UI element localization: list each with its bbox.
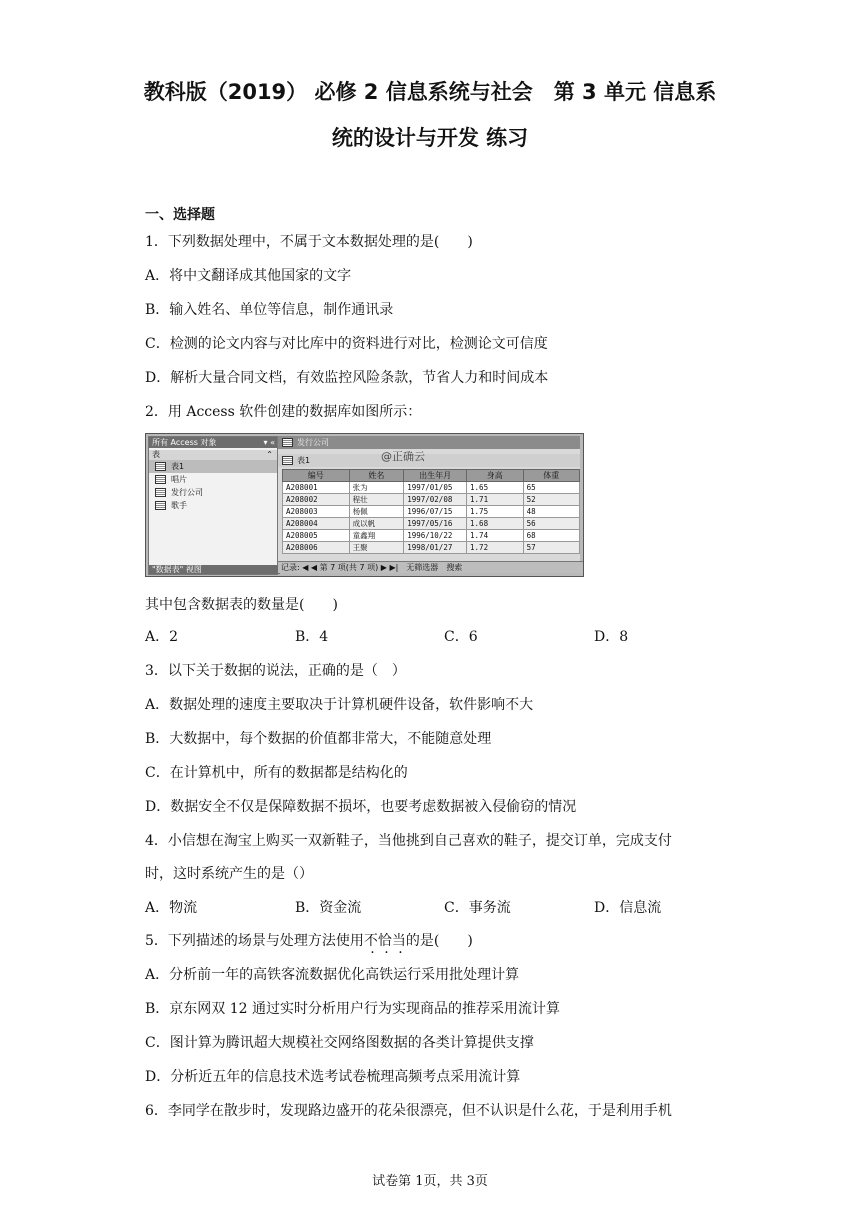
q5-stem: 5．下列描述的场景与处理方法使用不恰当的是( ) bbox=[145, 933, 473, 949]
q5-option-a: A．分析前一年的高铁客流数据优化高铁运行采用批处理计算 bbox=[145, 967, 520, 983]
emphasis-char: 不 bbox=[363, 933, 378, 949]
q4-option-d: D．信息流 bbox=[594, 900, 662, 916]
table-row: A208005 童鑫翔 1996/10/22 1.74 68 bbox=[283, 530, 580, 542]
emphasis-char: 恰 bbox=[377, 933, 392, 949]
q4-stem-line2: 时，这时系统产生的是（） bbox=[145, 866, 313, 882]
nav-title: 所有 Access 对象 bbox=[152, 438, 217, 447]
collapse-icon: ⌃ bbox=[266, 450, 273, 459]
q1-option-a: A．将中文翻译成其他国家的文字 bbox=[145, 268, 352, 284]
q2-option-d: D．8 bbox=[594, 629, 629, 645]
q2-stem: 2．用 Access 软件创建的数据库如图所示： bbox=[145, 404, 422, 420]
table-tab: 表1 bbox=[297, 456, 311, 465]
q3-option-b: B．大数据中，每个数据的价值都非常大，不能随意处理 bbox=[145, 731, 492, 747]
nav-item-records: 唱片 bbox=[149, 473, 277, 486]
q3-option-d: D．数据安全不仅是保障数据不损坏，也要考虑数据被入侵偷窃的情况 bbox=[145, 799, 577, 815]
search-box: 搜索 bbox=[446, 563, 463, 572]
table-window bbox=[278, 436, 580, 573]
record-counter: 记录: ◀ ◀ 第 7 项(共 7 项) ▶ ▶| bbox=[281, 563, 399, 572]
nav-item-publisher: 发行公司 bbox=[149, 486, 277, 499]
column-header: 姓名 bbox=[349, 470, 404, 482]
table-icon bbox=[155, 475, 166, 484]
nav-footer: "数据表" 视图 bbox=[149, 565, 280, 574]
column-header: 出生年月 bbox=[404, 470, 467, 482]
emphasis-char: 当 bbox=[391, 933, 406, 949]
column-header: 身高 bbox=[467, 470, 524, 482]
navigation-pane bbox=[148, 436, 278, 575]
data-grid bbox=[282, 469, 580, 554]
q5-option-d: D．分析近五年的信息技术选考试卷梳理高频考点采用流计算 bbox=[145, 1069, 521, 1085]
q5-option-b: B．京东网双 12 通过实时分析用户行为实现商品的推荐采用流计算 bbox=[145, 1001, 561, 1017]
table-icon bbox=[155, 462, 166, 471]
access-screenshot bbox=[145, 433, 584, 577]
q1-option-c: C．检测的论文内容与对比库中的资料进行对比，检测论文可信度 bbox=[145, 336, 548, 352]
watermark: @正确云 bbox=[381, 450, 425, 463]
table-icon bbox=[282, 456, 293, 465]
q2-option-b: B．4 bbox=[295, 629, 329, 645]
q1-stem: 1．下列数据处理中，不属于文本数据处理的是( ) bbox=[145, 234, 473, 250]
q2-option-c: C．6 bbox=[444, 629, 478, 645]
q3-option-c: C．在计算机中，所有的数据都是结构化的 bbox=[145, 765, 408, 781]
nav-controls-icon: ▾ « bbox=[263, 438, 275, 447]
table-row: A208006 王聚 1998/01/27 1.72 57 bbox=[283, 542, 580, 554]
column-header: 体重 bbox=[523, 470, 579, 482]
table-row: A208002 程壮 1997/02/08 1.71 52 bbox=[283, 494, 580, 506]
table-row: A208003 杨佩 1996/07/15 1.75 48 bbox=[283, 506, 580, 518]
table-icon bbox=[155, 488, 166, 497]
window-title: 发行公司 bbox=[297, 438, 329, 447]
page-title-line2: 统的设计与开发 练习 bbox=[331, 126, 529, 150]
nav-item-singer: 歌手 bbox=[149, 499, 277, 512]
table-row: A208001 张为 1997/01/05 1.65 65 bbox=[283, 482, 580, 494]
q4-option-a: A．物流 bbox=[145, 900, 198, 916]
filter-status: 无筛选器 bbox=[406, 563, 439, 572]
section-heading: 一、选择题 bbox=[145, 207, 215, 223]
page-footer: 试卷第 1页，共 3页 bbox=[372, 1174, 488, 1189]
q4-option-b: B．资金流 bbox=[295, 900, 362, 916]
record-navigation-bar bbox=[278, 561, 583, 573]
q4-stem-line1: 4．小信想在淘宝上购买一双新鞋子，当他挑到自己喜欢的鞋子，提交订单，完成支付 bbox=[145, 833, 672, 849]
column-header: 编号 bbox=[283, 470, 350, 482]
table-row: A208004 成以帆 1997/05/16 1.68 56 bbox=[283, 518, 580, 530]
q3-stem: 3．以下关于数据的说法，正确的是（ ） bbox=[145, 663, 406, 679]
q6-stem: 6．李同学在散步时，发现路边盛开的花朵很漂亮，但不认识是什么花，于是利用手机 bbox=[145, 1103, 672, 1119]
q1-option-d: D．解析大量合同文档，有效监控风险条款，节省人力和时间成本 bbox=[145, 370, 549, 386]
q4-option-c: C．事务流 bbox=[444, 900, 511, 916]
q1-option-b: B．输入姓名、单位等信息，制作通讯录 bbox=[145, 302, 394, 318]
page-title-line1: 教科版（2019） 必修 2 信息系统与社会 第 3 单元 信息系 bbox=[143, 80, 717, 104]
q5-option-c: C．图计算为腾讯超大规模社交网络图数据的各类计算提供支撑 bbox=[145, 1035, 534, 1051]
q2-follow: 其中包含数据表的数量是( ) bbox=[145, 597, 338, 613]
nav-item-table1: 表1 bbox=[149, 460, 277, 473]
q2-option-a: A．2 bbox=[145, 629, 179, 645]
table-icon bbox=[155, 501, 166, 510]
table-icon bbox=[282, 438, 293, 447]
nav-group-label: 表 bbox=[152, 450, 160, 459]
q3-option-a: A．数据处理的速度主要取决于计算机硬件设备，软件影响不大 bbox=[145, 697, 534, 713]
